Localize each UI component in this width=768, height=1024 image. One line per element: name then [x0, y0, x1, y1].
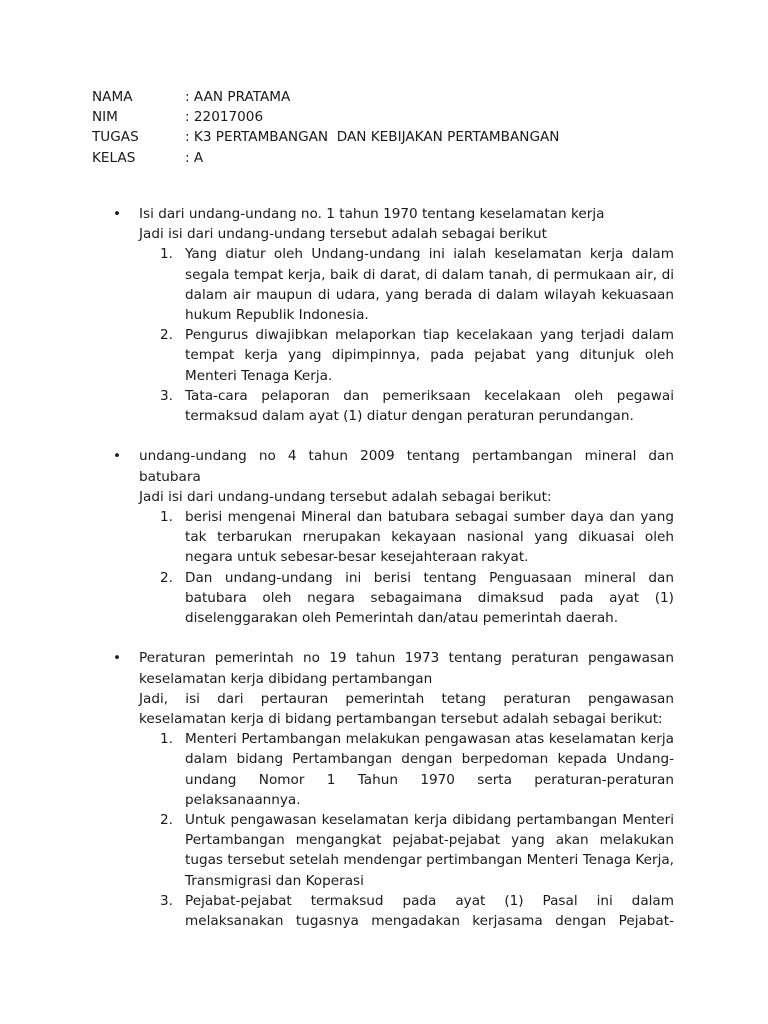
section-title-line — [108, 446, 674, 486]
nama-label: NAMA — [92, 89, 133, 105]
numbered-list — [108, 507, 674, 628]
document-body — [108, 204, 674, 951]
list-item-text: Tata-cara pelaporan dan pemeriksaan kecelakaan oleh pegawai termaksud dalam ayat (1) diatur dengan peraturan perundangan. — [185, 387, 674, 425]
kelas-value: : A — [185, 149, 204, 166]
list-item-number: 1. — [160, 509, 173, 526]
section-title-line — [108, 204, 674, 224]
numbered-list — [108, 729, 674, 931]
section-title: undang-undang no 4 tahun 2009 tentang pertambangan mineral dan batubara — [139, 448, 674, 485]
nama-value: : AAN PRATAMA — [185, 89, 291, 105]
tugas-label: TUGAS — [92, 129, 139, 146]
list-item-text: Untuk pengawasan keselamatan kerja dibidang pertambangan Menteri Pertambangan mengangkat pejabat-pejabat yang akan melakukan tugas tersebut setelah mendengar pertimbangan Menteri Tenaga Kerja, Transmigrasi dan Koperasi — [185, 812, 674, 889]
numbered-list — [108, 244, 674, 426]
list-item-text: Yang diatur oleh Undang-undang ini ialah keselamatan kerja dalam segala tempat kerja, baik di darat, di dalam tanah, di permukaan air, di dalam air maupun di udara, yang berada di dalam wilayah kekuasaan hukum Republik Indonesia. — [185, 246, 674, 324]
list-item-text: Pejabat-pejabat termaksud pada ayat (1) Pasal ini dalam melaksanakan tugasnya mengadakan kerjasama dengan Pejabat- — [185, 892, 674, 930]
list-item-number: 2. — [160, 327, 173, 344]
bullet-icon: • — [113, 650, 122, 667]
section-pp-19-1973 — [108, 648, 674, 931]
list-item — [108, 507, 674, 568]
list-item — [108, 244, 674, 325]
section-title: Isi dari undang-undang no. 1 tahun 1970 tentang keselamatan kerja — [139, 206, 605, 222]
nim-label: NIM — [92, 109, 118, 126]
header-row-tugas — [92, 127, 559, 147]
bullet-icon: • — [113, 206, 122, 222]
list-item-text: Pengurus diwajibkan melaporkan tiap kecelakaan yang terjadi dalam tempat kerja yang dipimpinnya, pada pejabat yang ditunjuk oleh Menteri Tenaga Kerja. — [185, 327, 674, 384]
header-row-kelas — [92, 148, 559, 168]
section-title-line — [108, 648, 674, 688]
header-row-nama — [92, 87, 559, 107]
list-item-number: 3. — [160, 892, 173, 909]
section-lead: Jadi isi dari undang-undang tersebut adalah sebagai berikut: — [139, 488, 552, 505]
list-item-number: 2. — [160, 812, 173, 829]
student-info-header — [92, 87, 559, 168]
list-item — [108, 568, 674, 629]
section-title: Peraturan pemerintah no 19 tahun 1973 tentang peraturan pengawasan keselamatan kerja dibidang pertambangan — [139, 650, 674, 687]
nim-value: : 22017006 — [185, 109, 264, 126]
section-lead: Jadi isi dari undang-undang tersebut adalah sebagai berikut — [139, 226, 547, 243]
list-item — [108, 386, 674, 426]
list-item-text: berisi mengenai Mineral dan batubara sebagai sumber daya dan yang tak terbarukan rnerupakan kekayaan nasional yang dikuasai oleh negara untuk sebesar-besar kesejahteraan rakyat. — [185, 509, 674, 566]
list-item-text: Menteri Pertambangan melakukan pengawasan atas keselamatan kerja dalam bidang Pertambangan dengan berpedoman kepada Undang-undang Nomor 1 Tahun 1970 serta peraturan-peraturan pelaksanaannya. — [185, 731, 674, 808]
list-item-number: 1. — [160, 246, 173, 263]
list-item-number: 2. — [160, 569, 173, 586]
section-lead: Jadi, isi dari pertauran pemerintah tetang peraturan pengawasan keselamatan kerja di bidang pertambangan tersebut adalah sebagai berikut: — [139, 690, 674, 728]
section-uu-1-1970 — [108, 204, 674, 426]
list-item-number: 3. — [160, 387, 173, 404]
bullet-icon: • — [113, 448, 122, 465]
section-uu-4-2009 — [108, 446, 674, 628]
list-item-number: 1. — [160, 731, 173, 748]
list-item — [108, 325, 674, 386]
header-row-nim — [92, 107, 559, 127]
list-item — [108, 891, 674, 931]
tugas-value: : K3 PERTAMBANGAN DAN KEBIJAKAN PERTAMBANGAN — [185, 129, 560, 146]
list-item — [108, 810, 674, 891]
kelas-label: KELAS — [92, 149, 136, 166]
list-item — [108, 729, 674, 810]
list-item-text: Dan undang-undang ini berisi tentang Penguasaan mineral dan batubara oleh negara sebagaimana dimaksud pada ayat (1) diselenggarakan oleh Pemerintah dan/atau pemerintah daerah. — [185, 569, 674, 627]
